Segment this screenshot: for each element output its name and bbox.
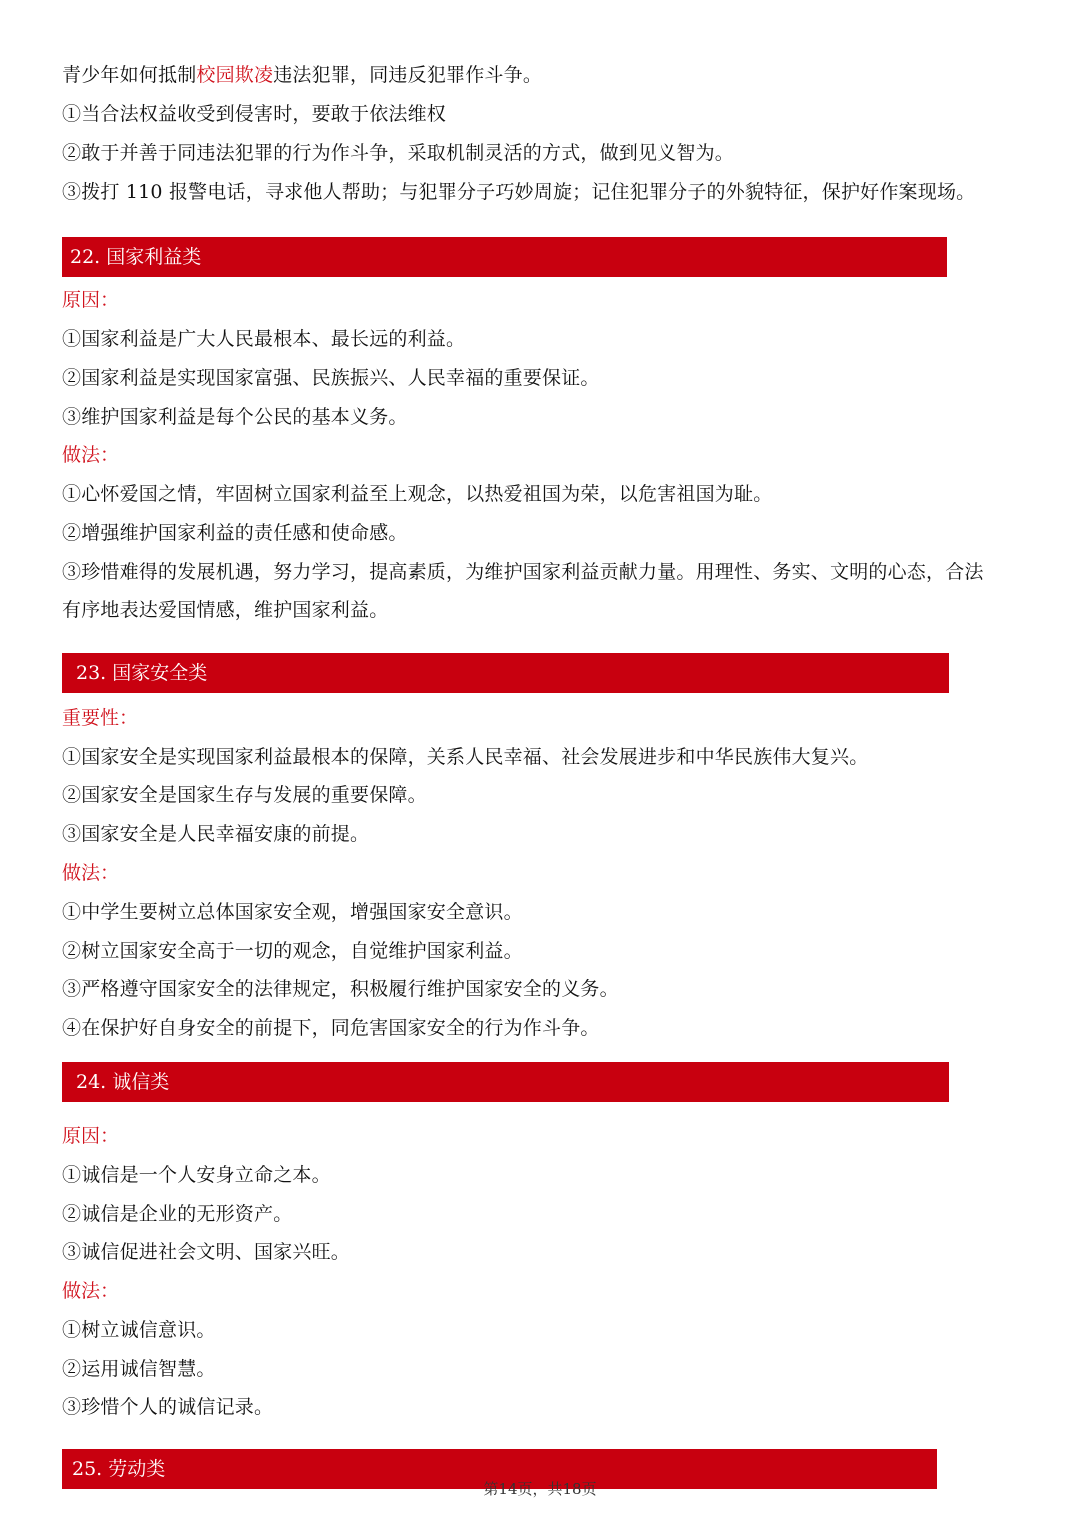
method-item: ③珍惜个人的诚信记录。 (62, 1396, 274, 1418)
method-item: ③严格遵守国家安全的法律规定，积极履行维护国家安全的义务。 (62, 978, 619, 1000)
reason-label: 原因： (62, 289, 120, 311)
method-item: ②运用诚信智慧。 (62, 1358, 216, 1380)
method-item: ①树立诚信意识。 (62, 1319, 216, 1341)
method-label: 做法： (62, 1280, 120, 1302)
importance-label: 重要性： (62, 707, 139, 729)
section-heading-25: 25. 劳动类 (62, 1449, 937, 1489)
method-item: ②树立国家安全高于一切的观念，自觉维护国家利益。 (62, 940, 523, 962)
method-item: ①中学生要树立总体国家安全观，增强国家安全意识。 (62, 901, 523, 923)
section-heading-22: 22. 国家利益类 (62, 237, 947, 277)
method-item: ①心怀爱国之情，牢固树立国家利益至上观念，以热爱祖国为荣，以危害祖国为耻。 (62, 483, 773, 505)
method-item: ②增强维护国家利益的责任感和使命感。 (62, 522, 408, 544)
section-heading-23: 23. 国家安全类 (62, 653, 949, 693)
importance-item: ③国家安全是人民幸福安康的前提。 (62, 823, 370, 845)
page-number-text: 第14页，共18页 (483, 1480, 597, 1498)
method-item: ③珍惜难得的发展机遇，努力学习，提高素质，为维护国家利益贡献力量。用理性、务实、文明的心态，合法 (62, 561, 984, 583)
method-label: 做法： (62, 862, 120, 884)
importance-item: ②国家安全是国家生存与发展的重要保障。 (62, 784, 427, 806)
method-label: 做法： (62, 444, 120, 466)
intro-title (62, 62, 542, 88)
reason-item: ③诚信促进社会文明、国家兴旺。 (62, 1241, 351, 1263)
reason-item: ③维护国家利益是每个公民的基本义务。 (62, 406, 408, 428)
importance-item: ①国家安全是实现国家利益最根本的保障，关系人民幸福、社会发展进步和中华民族伟大复兴。 (62, 746, 869, 768)
intro-title-suffix: 违法犯罪，同违反犯罪作斗争。 (273, 64, 543, 86)
intro-item: ③拨打 110 报警电话，寻求他人帮助；与犯罪分子巧妙周旋；记住犯罪分子的外貌特征，保护好作案现场。 (62, 181, 976, 203)
reason-item: ①诚信是一个人安身立命之本。 (62, 1164, 331, 1186)
intro-title-highlight: 校园欺凌 (196, 64, 274, 86)
reason-label: 原因： (62, 1125, 120, 1147)
reason-item: ①国家利益是广大人民最根本、最长远的利益。 (62, 328, 466, 350)
intro-title-prefix: 青少年如何抵制 (62, 64, 197, 86)
intro-item: ②敢于并善于同违法犯罪的行为作斗争，采取机制灵活的方式，做到见义智为。 (62, 142, 735, 164)
method-item-continued: 有序地表达爱国情感，维护国家利益。 (62, 599, 389, 621)
intro-item: ①当合法权益收受到侵害时，要敢于依法维权 (62, 103, 447, 125)
reason-item: ②国家利益是实现国家富强、民族振兴、人民幸福的重要保证。 (62, 367, 600, 389)
section-heading-24: 24. 诚信类 (62, 1062, 949, 1102)
method-item: ④在保护好自身安全的前提下，同危害国家安全的行为作斗争。 (62, 1017, 600, 1039)
page-number (0, 1478, 1080, 1499)
reason-item: ②诚信是企业的无形资产。 (62, 1203, 293, 1225)
